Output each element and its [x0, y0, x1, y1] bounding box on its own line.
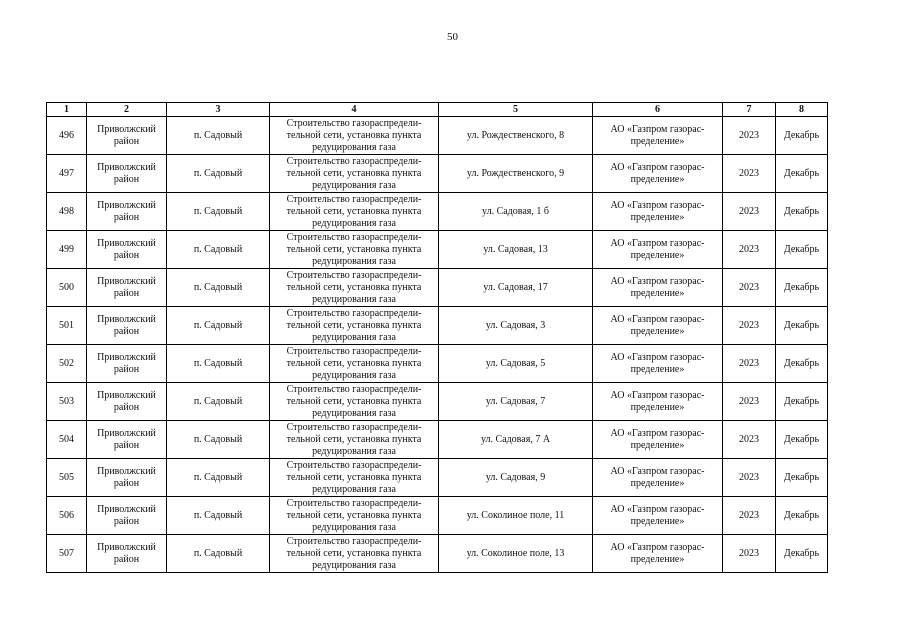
work-description-cell: Строительство газораспредели-тельной сети, установка пункта редуцирования газа	[270, 421, 439, 459]
locality-cell: п. Садовый	[167, 269, 270, 307]
locality-cell: п. Садовый	[167, 117, 270, 155]
month-cell: Декабрь	[776, 307, 828, 345]
header-col-3: 3	[167, 103, 270, 117]
row-number-cell: 501	[47, 307, 87, 345]
district-cell: Приволжский район	[87, 459, 167, 497]
year-cell: 2023	[723, 535, 776, 573]
organization-cell: АО «Газпром газорас-пределение»	[593, 345, 723, 383]
year-cell: 2023	[723, 231, 776, 269]
work-description-cell: Строительство газораспредели-тельной сети, установка пункта редуцирования газа	[270, 307, 439, 345]
month-cell: Декабрь	[776, 231, 828, 269]
table-row	[47, 231, 828, 269]
district-cell: Приволжский район	[87, 231, 167, 269]
organization-cell: АО «Газпром газорас-пределение»	[593, 269, 723, 307]
table-row	[47, 155, 828, 193]
table-row	[47, 193, 828, 231]
page-number: 50	[447, 31, 458, 43]
row-number-cell: 496	[47, 117, 87, 155]
header-col-8: 8	[776, 103, 828, 117]
year-cell: 2023	[723, 345, 776, 383]
district-cell: Приволжский район	[87, 497, 167, 535]
organization-cell: АО «Газпром газорас-пределение»	[593, 117, 723, 155]
address-cell: ул. Соколиное поле, 13	[439, 535, 593, 573]
district-cell: Приволжский район	[87, 421, 167, 459]
district-cell: Приволжский район	[87, 155, 167, 193]
row-number-cell: 502	[47, 345, 87, 383]
district-cell: Приволжский район	[87, 307, 167, 345]
work-description-cell: Строительство газораспредели-тельной сети, установка пункта редуцирования газа	[270, 269, 439, 307]
district-cell: Приволжский район	[87, 535, 167, 573]
organization-cell: АО «Газпром газорас-пределение»	[593, 421, 723, 459]
header-col-6: 6	[593, 103, 723, 117]
schedule-table	[46, 102, 828, 573]
row-number-cell: 507	[47, 535, 87, 573]
year-cell: 2023	[723, 269, 776, 307]
address-cell: ул. Садовая, 13	[439, 231, 593, 269]
district-cell: Приволжский район	[87, 117, 167, 155]
organization-cell: АО «Газпром газорас-пределение»	[593, 231, 723, 269]
year-cell: 2023	[723, 383, 776, 421]
header-col-5: 5	[439, 103, 593, 117]
month-cell: Декабрь	[776, 497, 828, 535]
locality-cell: п. Садовый	[167, 345, 270, 383]
address-cell: ул. Рождественского, 8	[439, 117, 593, 155]
locality-cell: п. Садовый	[167, 421, 270, 459]
table-row	[47, 307, 828, 345]
work-description-cell: Строительство газораспредели-тельной сети, установка пункта редуцирования газа	[270, 383, 439, 421]
year-cell: 2023	[723, 421, 776, 459]
month-cell: Декабрь	[776, 535, 828, 573]
header-col-7: 7	[723, 103, 776, 117]
address-cell: ул. Соколиное поле, 11	[439, 497, 593, 535]
row-number-cell: 500	[47, 269, 87, 307]
year-cell: 2023	[723, 155, 776, 193]
header-col-2: 2	[87, 103, 167, 117]
row-number-cell: 498	[47, 193, 87, 231]
year-cell: 2023	[723, 497, 776, 535]
locality-cell: п. Садовый	[167, 155, 270, 193]
locality-cell: п. Садовый	[167, 497, 270, 535]
work-description-cell: Строительство газораспредели-тельной сети, установка пункта редуцирования газа	[270, 535, 439, 573]
month-cell: Декабрь	[776, 117, 828, 155]
district-cell: Приволжский район	[87, 345, 167, 383]
work-description-cell: Строительство газораспредели-тельной сети, установка пункта редуцирования газа	[270, 497, 439, 535]
district-cell: Приволжский район	[87, 383, 167, 421]
address-cell: ул. Садовая, 7 А	[439, 421, 593, 459]
address-cell: ул. Садовая, 17	[439, 269, 593, 307]
table-row	[47, 535, 828, 573]
locality-cell: п. Садовый	[167, 307, 270, 345]
district-cell: Приволжский район	[87, 193, 167, 231]
month-cell: Декабрь	[776, 269, 828, 307]
organization-cell: АО «Газпром газорас-пределение»	[593, 383, 723, 421]
month-cell: Декабрь	[776, 193, 828, 231]
address-cell: ул. Садовая, 1 б	[439, 193, 593, 231]
month-cell: Декабрь	[776, 155, 828, 193]
address-cell: ул. Рождественского, 9	[439, 155, 593, 193]
organization-cell: АО «Газпром газорас-пределение»	[593, 193, 723, 231]
address-cell: ул. Садовая, 3	[439, 307, 593, 345]
address-cell: ул. Садовая, 7	[439, 383, 593, 421]
locality-cell: п. Садовый	[167, 535, 270, 573]
month-cell: Декабрь	[776, 459, 828, 497]
month-cell: Декабрь	[776, 383, 828, 421]
organization-cell: АО «Газпром газорас-пределение»	[593, 155, 723, 193]
work-description-cell: Строительство газораспредели-тельной сети, установка пункта редуцирования газа	[270, 231, 439, 269]
year-cell: 2023	[723, 117, 776, 155]
locality-cell: п. Садовый	[167, 231, 270, 269]
address-cell: ул. Садовая, 9	[439, 459, 593, 497]
locality-cell: п. Садовый	[167, 193, 270, 231]
work-description-cell: Строительство газораспредели-тельной сети, установка пункта редуцирования газа	[270, 345, 439, 383]
row-number-cell: 506	[47, 497, 87, 535]
work-description-cell: Строительство газораспредели-тельной сети, установка пункта редуцирования газа	[270, 117, 439, 155]
table-row	[47, 459, 828, 497]
table-row	[47, 497, 828, 535]
district-cell: Приволжский район	[87, 269, 167, 307]
month-cell: Декабрь	[776, 345, 828, 383]
work-description-cell: Строительство газораспредели-тельной сети, установка пункта редуцирования газа	[270, 193, 439, 231]
table-row	[47, 117, 828, 155]
organization-cell: АО «Газпром газорас-пределение»	[593, 459, 723, 497]
locality-cell: п. Садовый	[167, 383, 270, 421]
table-row	[47, 269, 828, 307]
year-cell: 2023	[723, 307, 776, 345]
table-row	[47, 421, 828, 459]
row-number-cell: 505	[47, 459, 87, 497]
table-body	[47, 117, 828, 573]
header-col-4: 4	[270, 103, 439, 117]
organization-cell: АО «Газпром газорас-пределение»	[593, 307, 723, 345]
row-number-cell: 497	[47, 155, 87, 193]
organization-cell: АО «Газпром газорас-пределение»	[593, 535, 723, 573]
header-col-1: 1	[47, 103, 87, 117]
year-cell: 2023	[723, 459, 776, 497]
table-row	[47, 383, 828, 421]
row-number-cell: 499	[47, 231, 87, 269]
row-number-cell: 504	[47, 421, 87, 459]
work-description-cell: Строительство газораспредели-тельной сети, установка пункта редуцирования газа	[270, 155, 439, 193]
month-cell: Декабрь	[776, 421, 828, 459]
year-cell: 2023	[723, 193, 776, 231]
table-row	[47, 345, 828, 383]
table-header-row	[47, 103, 828, 117]
organization-cell: АО «Газпром газорас-пределение»	[593, 497, 723, 535]
address-cell: ул. Садовая, 5	[439, 345, 593, 383]
locality-cell: п. Садовый	[167, 459, 270, 497]
work-description-cell: Строительство газораспредели-тельной сети, установка пункта редуцирования газа	[270, 459, 439, 497]
row-number-cell: 503	[47, 383, 87, 421]
